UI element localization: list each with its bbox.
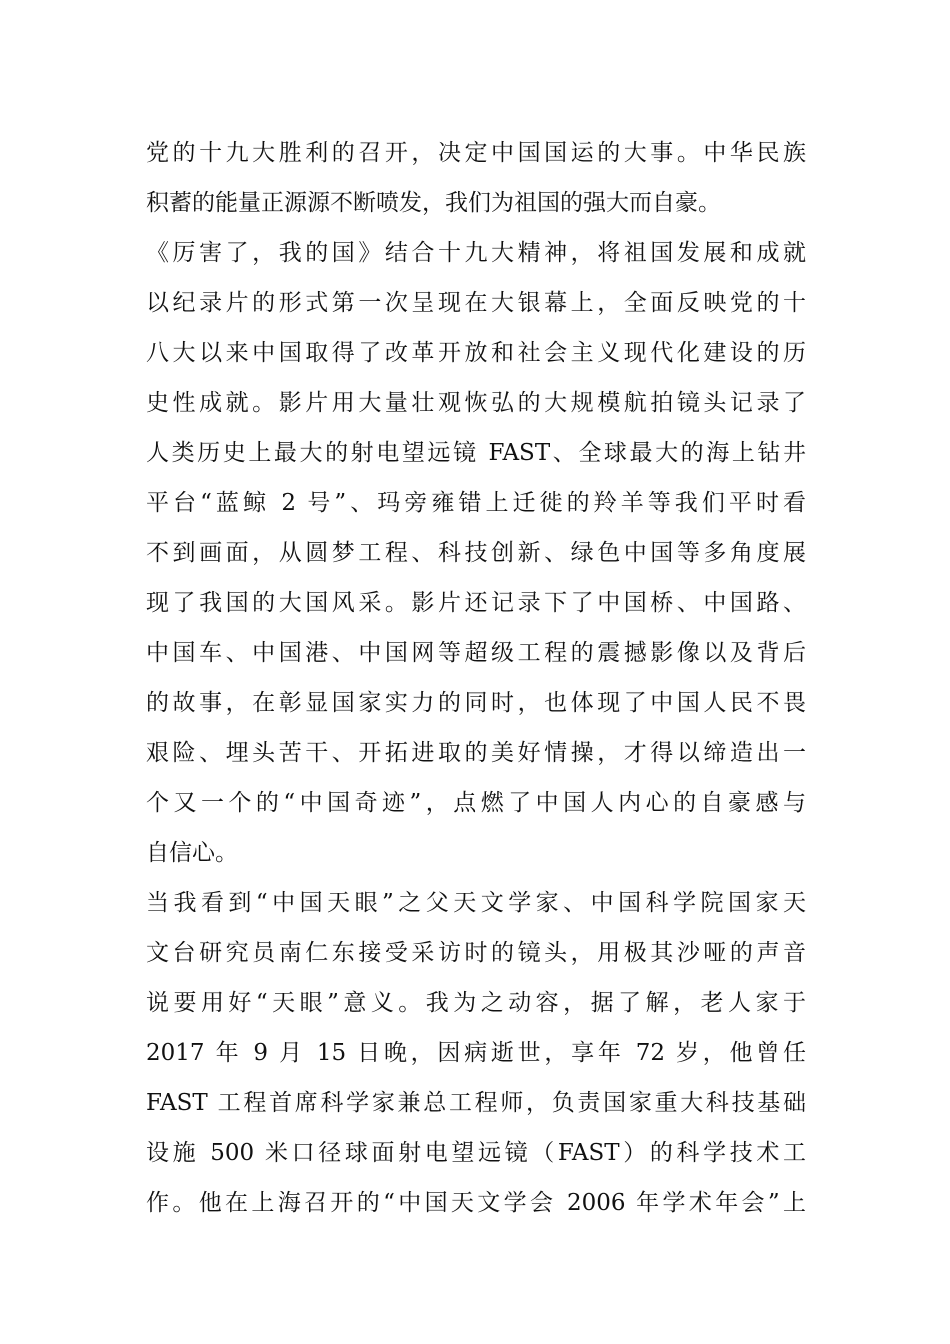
text-line: 党的十九大胜利的召开，决定中国国运的大事。中华民族	[146, 140, 806, 166]
text-line: 中国车、中国港、中国网等超级工程的震撼影像以及背后	[146, 640, 806, 666]
text-line: 作。他在上海召开的“中国天文学会 2006 年学术年会”上	[146, 1190, 806, 1216]
text-line: 当我看到“中国天眼”之父天文学家、中国科学院国家天	[146, 890, 806, 916]
text-line: 说要用好“天眼”意义。我为之动容，据了解，老人家于	[146, 990, 806, 1016]
text-line: 现了我国的大国风采。影片还记录下了中国桥、中国路、	[146, 590, 806, 616]
text-line: 史性成就。影片用大量壮观恢弘的大规模航拍镜头记录了	[146, 390, 806, 416]
paragraph-3	[146, 878, 806, 1228]
document-body	[146, 128, 806, 1228]
text-line: 艰险、埋头苦干、开拓进取的美好情操，才得以缔造出一	[146, 740, 806, 766]
text-line: 人类历史上最大的射电望远镜 FAST、全球最大的海上钻井	[146, 440, 806, 466]
text-line: 八大以来中国取得了改革开放和社会主义现代化建设的历	[146, 340, 806, 366]
text-line: 不到画面，从圆梦工程、科技创新、绿色中国等多角度展	[146, 540, 806, 566]
text-line: 文台研究员南仁东接受采访时的镜头，用极其沙哑的声音	[146, 940, 806, 966]
paragraph-2	[146, 228, 806, 878]
text-line: 平台“蓝鲸 2 号”、玛旁雍错上迁徙的羚羊等我们平时看	[146, 490, 806, 516]
text-line: 以纪录片的形式第一次呈现在大银幕上，全面反映党的十	[146, 290, 806, 316]
text-line: 的故事，在彰显国家实力的同时，也体现了中国人民不畏	[146, 690, 806, 716]
text-line: 《厉害了，我的国》结合十九大精神，将祖国发展和成就	[146, 240, 806, 266]
text-line: FAST 工程首席科学家兼总工程师，负责国家重大科技基础	[146, 1090, 806, 1116]
paragraph-1	[146, 128, 806, 228]
text-line: 2017 年 9 月 15 日晚，因病逝世，享年 72 岁，他曾任	[146, 1040, 806, 1066]
text-line: 自信心。	[146, 840, 238, 866]
text-line: 设施 500 米口径球面射电望远镜（FAST）的科学技术工	[146, 1140, 806, 1166]
text-line: 积蓄的能量正源源不断喷发，我们为祖国的强大而自豪。	[146, 190, 721, 216]
text-line: 个又一个的“中国奇迹”，点燃了中国人内心的自豪感与	[146, 790, 806, 816]
